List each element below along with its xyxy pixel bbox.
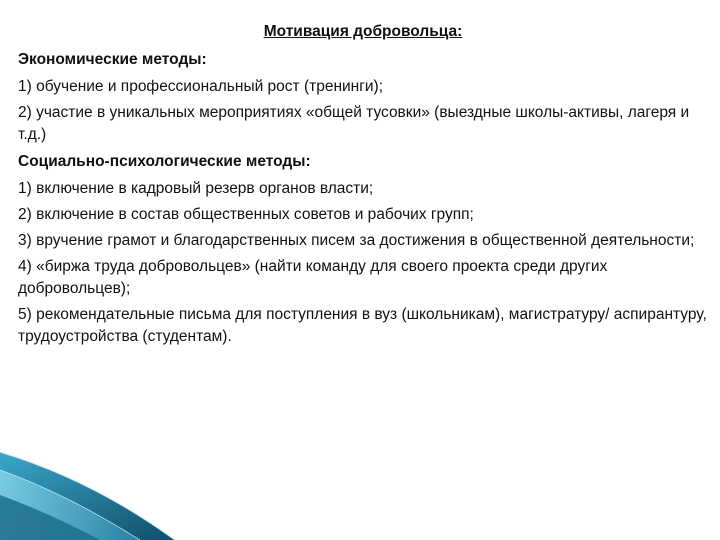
decorative-corner-waves (0, 440, 720, 540)
slide-content (18, 20, 708, 352)
socio-psychological-method-item: 2) включение в состав общественных советов и рабочих групп; (18, 206, 474, 223)
socio-psychological-methods-heading: Социально-психологические методы: (18, 153, 311, 170)
slide-title: Мотивация добровольца: (263, 23, 463, 40)
socio-psychological-method-item: 1) включение в кадровый резерв органов власти; (18, 180, 374, 197)
economic-method-item: 1) обучение и профессиональный рост (тренинги); (18, 78, 384, 95)
socio-psychological-method-item: 4) «биржа труда добровольцев» (найти команду для своего проекта среди других добровольцев); (18, 258, 608, 297)
economic-methods-heading: Экономические методы: (18, 51, 207, 68)
economic-method-item: 2) участие в уникальных мероприятиях «общей тусовки» (выездные школы-активы, лагеря и т.д.) (18, 104, 690, 143)
socio-psychological-method-item: 5) рекомендательные письма для поступления в вуз (школьникам), магистратуру/ аспирантуру, трудоустройства (студентам). (18, 306, 707, 345)
socio-psychological-method-item: 3) вручение грамот и благодарственных писем за достижения в общественной деятельности; (18, 232, 695, 249)
